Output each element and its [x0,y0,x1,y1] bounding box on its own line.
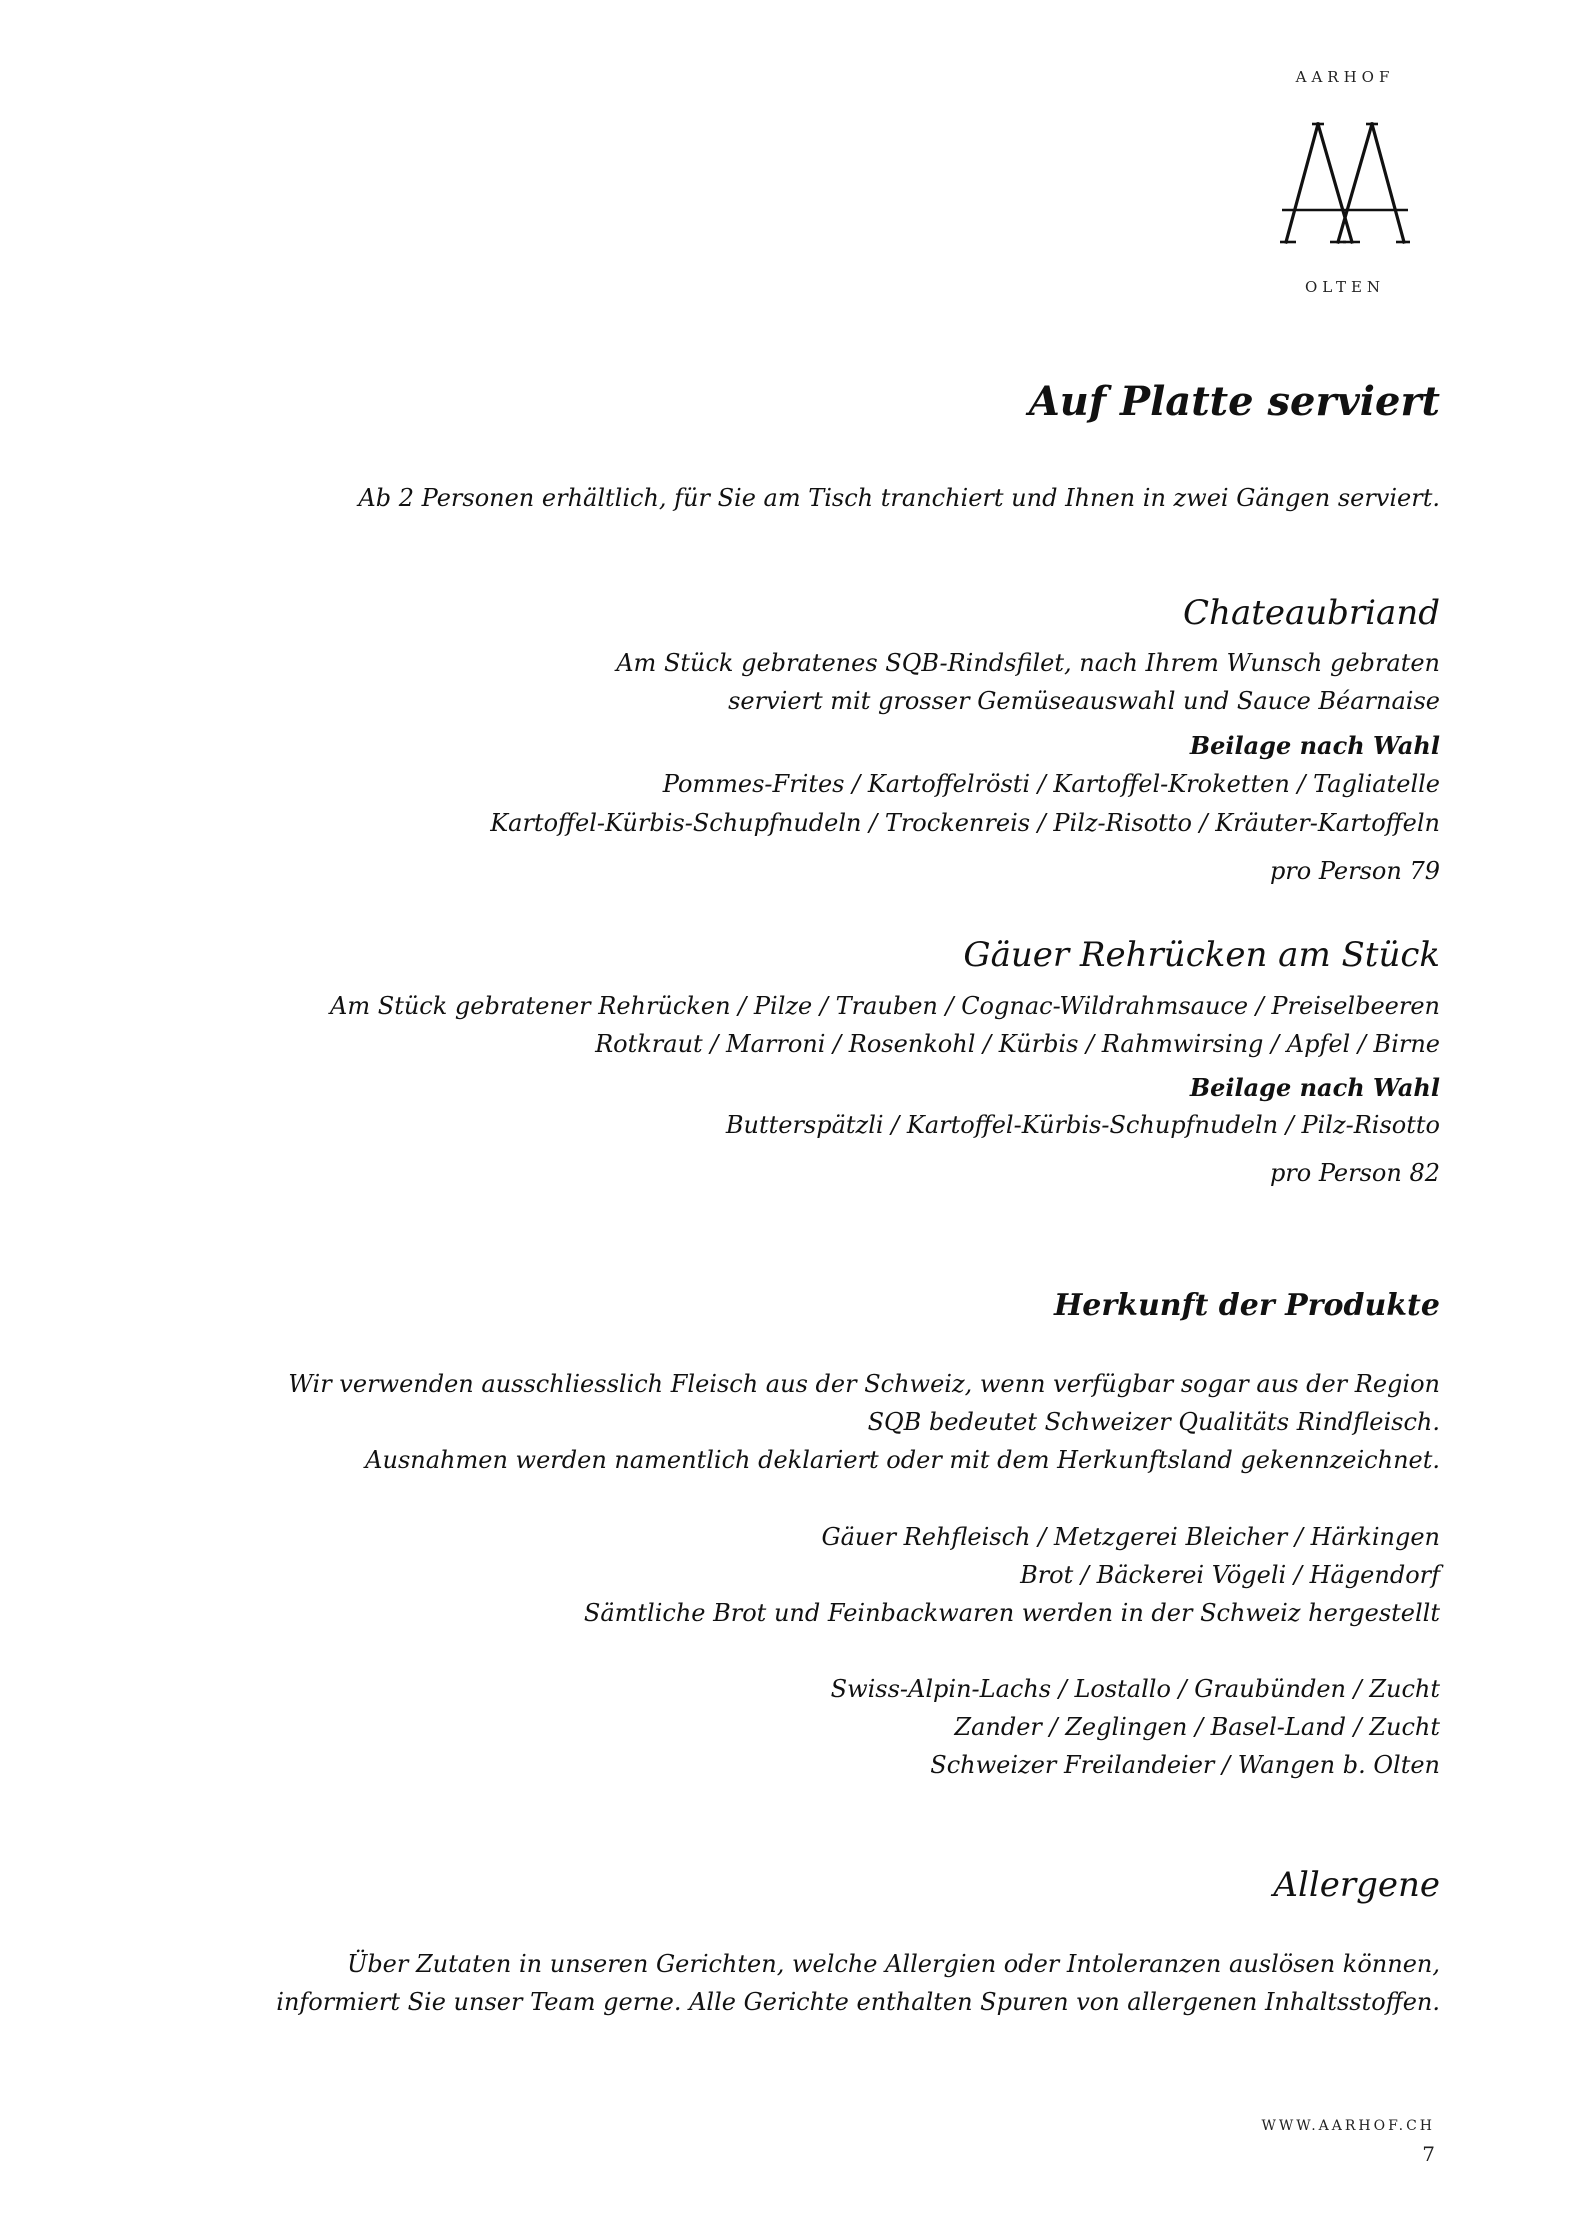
side-options-line: Pommes-Frites / Kartoffelrösti / Kartoffel-Kroketten / Tagliatelle [662,770,1440,798]
page-title: Auf Platte serviert [1028,378,1440,425]
origin-item: Zander / Zeglingen / Basel-Land / Zucht [954,1713,1440,1741]
website-url: WWW.AARHOF.CH [1261,2118,1435,2134]
side-options-line: Butterspätzli / Kartoffel-Kürbis-Schupfnudeln / Pilz-Risotto [725,1111,1440,1139]
dish-description-line: Am Stück gebratener Rehrücken / Pilze / Trauben / Cognac-Wildrahmsauce / Preiselbeeren [330,992,1440,1020]
logo-bottom-text: OLTEN [1304,278,1386,296]
origin-intro-line: Ausnahmen werden namentlich deklariert oder mit dem Herkunftsland gekennzeichnet. [365,1446,1440,1474]
origin-item: Gäuer Rehfleisch / Metzgerei Bleicher / Härkingen [821,1523,1440,1551]
origin-heading: Herkunft der Produkte [1053,1288,1440,1323]
page-number: 7 [1422,2142,1435,2166]
origin-item: Schweizer Freilandeier / Wangen b. Olten [930,1751,1440,1779]
dish-name: Gäuer Rehrücken am Stück [963,935,1440,975]
dish-price: pro Person 82 [1269,1159,1440,1187]
origin-intro-line: Wir verwenden ausschliesslich Fleisch aus der Schweiz, wenn verfügbar sogar aus der Region [288,1370,1440,1398]
dish-description-line: Rotkraut / Marroni / Rosenkohl / Kürbis / Rahmwirsing / Apfel / Birne [595,1030,1440,1058]
dish-description-line: Am Stück gebratenes SQB-Rindsfilet, nach Ihrem Wunsch gebraten [616,649,1440,677]
dish-price: pro Person 79 [1269,857,1440,885]
side-options-line: Kartoffel-Kürbis-Schupfnudeln / Trockenreis / Pilz-Risotto / Kräuter-Kartoffeln [490,809,1440,837]
dish-description-line: serviert mit grosser Gemüseauswahl und Sauce Béarnaise [728,687,1440,715]
logo-top-text: AARHOF [1295,68,1395,86]
origin-intro-line: SQB bedeutet Schweizer Qualitäts Rindfleisch. [867,1408,1440,1436]
double-a-monogram-icon [1280,120,1410,248]
allergens-text-line: Über Zutaten in unseren Gerichten, welche Allergien oder Intoleranzen auslösen können, [347,1950,1440,1978]
side-choice-label: Beilage nach Wahl [1189,731,1440,760]
dish-name: Chateaubriand [1183,593,1440,633]
origin-item: Brot / Bäckerei Vögeli / Hägendorf [1020,1561,1440,1589]
side-choice-label: Beilage nach Wahl [1189,1073,1440,1102]
allergens-heading: Allergene [1273,1865,1440,1905]
intro-text: Ab 2 Personen erhältlich, für Sie am Tisch tranchiert und Ihnen in zwei Gängen serviert. [358,484,1440,512]
allergens-text-line: informiert Sie unser Team gerne. Alle Gerichte enthalten Spuren von allergenen Inhaltsstoffen. [276,1988,1440,2016]
origin-item: Swiss-Alpin-Lachs / Lostallo / Graubünden / Zucht [830,1675,1440,1703]
origin-item: Sämtliche Brot und Feinbackwaren werden in der Schweiz hergestellt [583,1599,1440,1627]
